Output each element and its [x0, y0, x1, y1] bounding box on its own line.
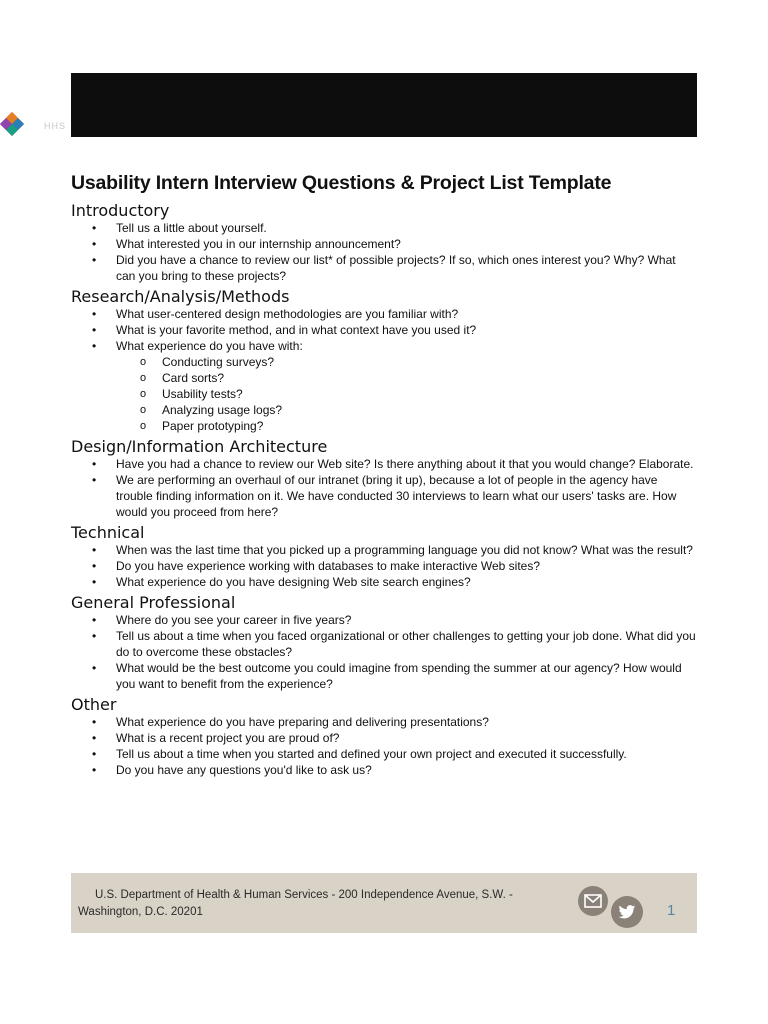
list-item: • Tell us a little about yourself. [92, 221, 267, 235]
twitter-button[interactable] [611, 896, 643, 928]
bullet-icon: • [92, 339, 97, 353]
section-other [71, 695, 697, 778]
footer-address: U.S. Department of Health & Human Services - 200 Independence Avenue, S.W. - Washington, D.C. 20201 [78, 889, 513, 918]
list-item: • Do you have any questions you'd like to ask us? [92, 763, 372, 777]
list-item: • What experience do you have preparing and delivering presentations? [92, 715, 489, 729]
section-heading: Technical [71, 523, 145, 542]
question-list [71, 220, 697, 284]
list-item: • What experience do you have designing Web site search engines? [92, 575, 471, 589]
sub-list-item: o Conducting surveys? [140, 355, 275, 369]
bullet-icon: • [92, 307, 97, 321]
bullet-icon: • [92, 253, 97, 267]
sub-bullet-icon: o [140, 372, 147, 384]
section-heading: Introductory [71, 201, 170, 220]
bullet-icon: • [92, 323, 97, 337]
list-item: • Do you have experience working with databases to make interactive Web sites? [92, 559, 541, 573]
list-item: • When was the last time that you picked up a programming language you did not know? What was the result? [92, 543, 693, 557]
sub-bullet-icon: o [140, 356, 147, 368]
bullet-icon: • [92, 473, 97, 487]
sub-bullet-icon: o [140, 388, 147, 400]
section-heading: Other [71, 695, 117, 714]
sub-bullet-icon: o [140, 420, 147, 432]
document-body [71, 170, 697, 781]
list-item: • Did you have a chance to review our list* of possible projects? If so, which ones interest you? Why? What can you bring to these projects? [92, 253, 676, 283]
page-number: 1 [667, 902, 676, 919]
footer [71, 873, 697, 933]
header-bar [71, 73, 697, 137]
section-heading: Design/Information Architecture [71, 437, 328, 456]
list-item: • What interested you in our internship announcement? [92, 237, 401, 251]
sub-question-list [116, 354, 697, 434]
list-item: • We are performing an overhaul of our intranet (bring it up), because a lot of people in the agency have trouble finding information on it. We have conducted 30 interviews to learn what our users' tasks are. How would you proceed from here? [92, 473, 677, 519]
list-item: • Tell us about a time when you started and defined your own project and executed it successfully. [92, 747, 627, 761]
list-item: • What is a recent project you are proud of? [92, 731, 340, 745]
list-item: • Where do you see your career in five years? [92, 613, 352, 627]
bullet-icon: • [92, 661, 97, 675]
list-item: • Have you had a chance to review our Web site? Is there anything about it that you would change? Elaborate. [92, 457, 694, 471]
mail-icon [584, 894, 602, 908]
section-technical [71, 523, 697, 590]
bullet-icon: • [92, 575, 97, 589]
section-research [71, 287, 697, 434]
question-list [71, 306, 697, 434]
list-item: • Tell us about a time when you faced organizational or other challenges to getting your job done. What did you do to overcome these obstacles? [92, 629, 696, 659]
bullet-icon: • [92, 715, 97, 729]
document-title: Usability Intern Interview Questions & Project List Template [71, 172, 612, 194]
list-item: • What would be the best outcome you could imagine from spending the summer at our agency? How would you want to benefit from the experience? [92, 661, 682, 691]
bullet-icon: • [92, 543, 97, 557]
bullet-icon: • [92, 613, 97, 627]
list-item: • What experience do you have with: o Conducting surveys? o Card sorts? o Usability tests? o Analyzing usage logs? o Paper prototyping? [71, 338, 697, 434]
diamond-logo-icon [0, 112, 24, 136]
section-introductory [71, 201, 697, 284]
list-item: • What user-centered design methodologies are you familiar with? [92, 307, 459, 321]
bullet-icon: • [92, 629, 97, 643]
sub-list-item: o Paper prototyping? [140, 419, 264, 433]
bullet-icon: • [92, 457, 97, 471]
logo-text-faint: HHS [44, 121, 67, 131]
twitter-icon [618, 905, 636, 920]
section-heading: Research/Analysis/Methods [71, 287, 290, 306]
bullet-icon: • [92, 559, 97, 573]
bullet-icon: • [92, 237, 97, 251]
sub-list-item: o Card sorts? [140, 371, 225, 385]
bullet-icon: • [92, 747, 97, 761]
section-heading: General Professional [71, 593, 236, 612]
sub-bullet-icon: o [140, 404, 147, 416]
section-design [71, 437, 697, 520]
list-item: • What is your favorite method, and in what context have you used it? [92, 323, 477, 337]
question-list [71, 612, 697, 692]
mail-button[interactable] [578, 886, 608, 916]
question-list [71, 542, 697, 590]
sub-list-item: o Analyzing usage logs? [140, 403, 283, 417]
bullet-icon: • [92, 763, 97, 777]
section-general-professional [71, 593, 697, 692]
bullet-icon: • [92, 221, 97, 235]
sub-list-item: o Usability tests? [140, 387, 243, 401]
question-list [71, 714, 697, 778]
bullet-icon: • [92, 731, 97, 745]
question-list [71, 456, 697, 520]
